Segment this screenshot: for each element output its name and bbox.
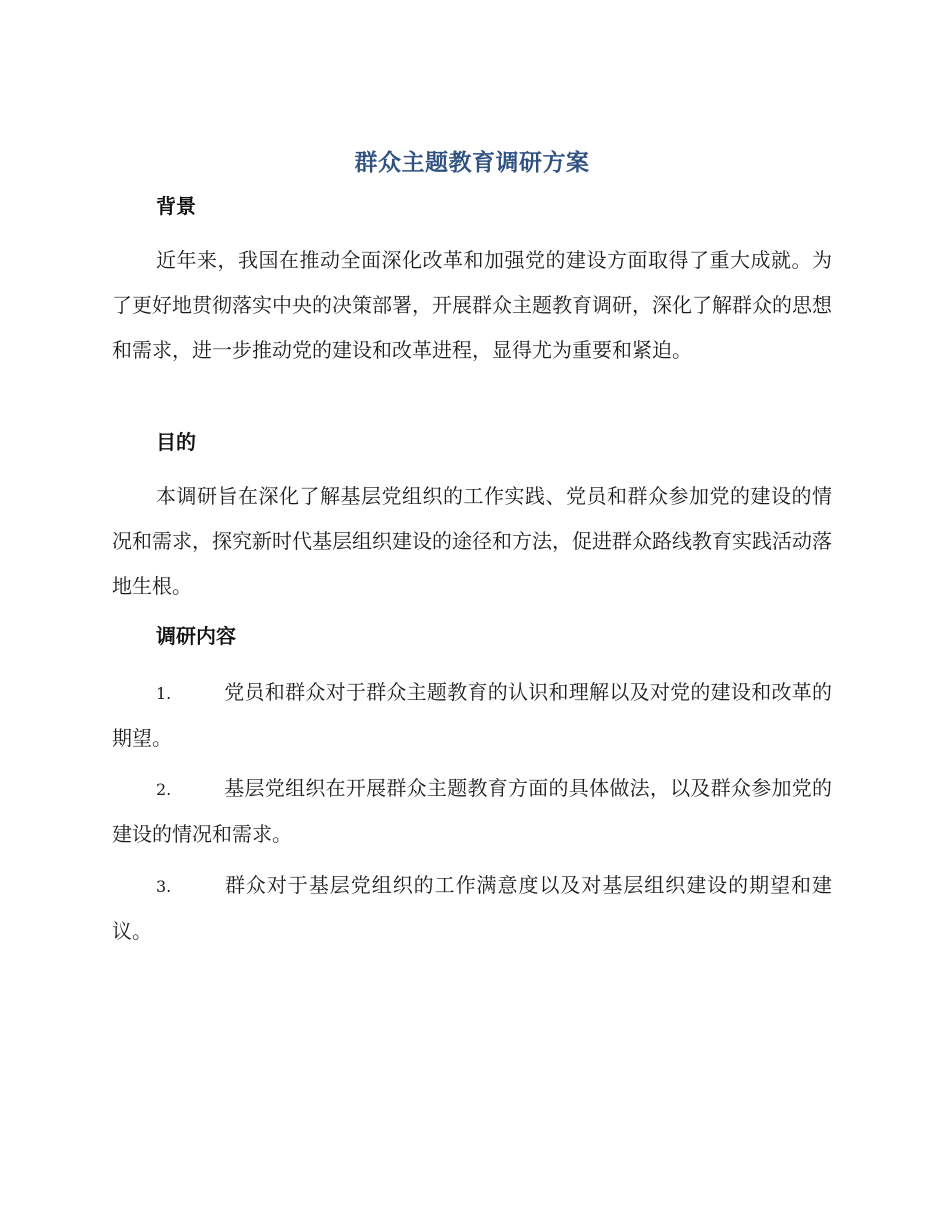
section-heading-background: 背景	[156, 194, 196, 218]
document-title: 群众主题教育调研方案	[354, 150, 590, 176]
list-item-number: 1.	[156, 684, 172, 703]
list-item	[112, 670, 832, 761]
list-item-number: 2.	[156, 780, 172, 799]
list-item-number: 3.	[156, 877, 172, 896]
section-heading-content: 调研内容	[156, 624, 236, 648]
paragraph-purpose: 本调研旨在深化了解基层党组织的工作实践、党员和群众参加党的建设的情况和需求，探究新时代基层组织建设的途径和方法，促进群众路线教育实践活动落地生根。	[112, 484, 832, 598]
section-heading-purpose: 目的	[156, 430, 196, 454]
list-item-text: 群众对于基层党组织的工作满意度以及对基层组织建设的期望和建议。	[112, 873, 832, 943]
list-item-text: 基层党组织在开展群众主题教育方面的具体做法，以及群众参加党的建设的情况和需求。	[112, 776, 832, 846]
list-item	[112, 863, 832, 954]
list-item-text: 党员和群众对于群众主题教育的认识和理解以及对党的建设和改革的期望。	[112, 680, 832, 750]
list-item	[112, 766, 832, 857]
paragraph-background: 近年来，我国在推动全面深化改革和加强党的建设方面取得了重大成就。为了更好地贯彻落实中央的决策部署，开展群众主题教育调研，深化了解群众的思想和需求，进一步推动党的建设和改革进程，显得尤为重要和紧迫。	[112, 248, 832, 362]
